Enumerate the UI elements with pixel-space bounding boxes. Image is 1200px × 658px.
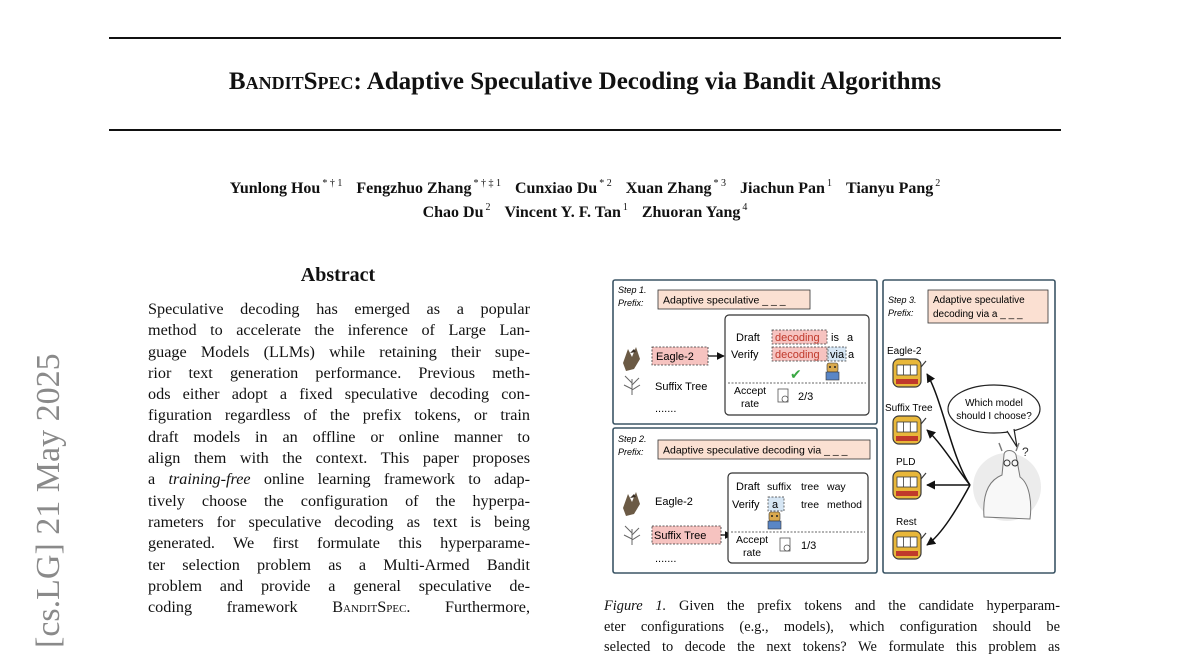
robot-icon: [768, 512, 781, 529]
abstract-line: rameters for speculative decoding as text is being: [148, 512, 530, 531]
title-rest: : Adaptive Speculative Decoding via Bandit Algorithms: [353, 68, 942, 95]
step1-accept-rate: 2/3: [798, 391, 814, 403]
step1-verify-token: via: [830, 349, 845, 361]
step1-label: Step 1.: [618, 285, 647, 295]
step2-verify-token: a: [772, 499, 779, 511]
step2-model-suffix: Suffix Tree: [654, 530, 707, 542]
abstract-line: a training-free online learning framework to adap-: [148, 470, 531, 489]
bubble-line2: should I choose?: [956, 411, 1032, 422]
step2-draft-token: tree: [801, 481, 820, 493]
top-rule: [109, 37, 1061, 39]
step1-draft-token: a: [847, 332, 854, 344]
step1-draft-token: decoding: [775, 332, 820, 344]
arxiv-stamp: [cs.LG] 21 May 2025: [30, 353, 67, 648]
step2-verify-label: Verify: [732, 499, 760, 511]
title-smallcaps: BanditSpec: [228, 68, 354, 95]
abstract-line: ods either adopt a fixed speculative decoding con-: [148, 385, 530, 404]
authors-line-2: [109, 202, 1061, 222]
step2-model-more: .......: [655, 553, 677, 565]
step1-verify-label: Verify: [731, 349, 759, 361]
step1-draft-label: Draft: [736, 332, 760, 344]
arm-label-pld: PLD: [896, 457, 916, 468]
author: Fengzhuo Zhang $^{* \dagger \ddagger 1}$: [356, 178, 501, 197]
step1-draft-token: is: [831, 332, 839, 344]
step3-prefix-line2: decoding via a _ _ _: [933, 309, 1023, 320]
step3-prefix-line1: Adaptive speculative: [933, 295, 1025, 306]
abstract-line: align them with the context. This paper proposes: [148, 449, 530, 468]
step1-verify-token: a: [848, 349, 855, 361]
step2-verify-token: method: [827, 499, 863, 511]
caption-line: eter configurations (e.g., models), which configuration should be: [604, 618, 1060, 635]
step3-label: Step 3.: [888, 295, 917, 305]
abstract-line: guage Models (LLMs) while retaining their supe-: [148, 342, 530, 361]
abstract-line: draft models in an offline or online manner to: [148, 427, 530, 446]
figure-caption: [604, 596, 1060, 658]
abstract-line: figuration regardless of the prefix tokens, or train: [148, 406, 530, 425]
robot-icon: [826, 363, 839, 380]
abstract-line: problem and provide a general speculative de-: [148, 576, 530, 595]
step2-model-eagle: Eagle-2: [655, 496, 693, 508]
step2-prefix: Adaptive speculative decoding via _ _ _: [663, 444, 848, 457]
arm-label-rest: Rest: [896, 517, 917, 528]
caption-line: Figure 1. Given the prefix tokens and the candidate hyperparam-: [604, 598, 1061, 614]
paper-title: [109, 68, 1061, 96]
emphasis-training-free: training-free: [168, 470, 251, 489]
abstract-line: generated. We first formulate this hyperparame-: [148, 534, 530, 553]
caption-line: selected to decode the next tokens? We formulate this problem as: [604, 639, 1060, 655]
step1-rate-label: rate: [741, 398, 760, 410]
bottom-rule: [109, 129, 1061, 131]
author: Tianyu Pang $^2$: [845, 178, 941, 197]
arm-label-eagle: Eagle-2: [887, 346, 922, 357]
abstract-body: [148, 299, 530, 618]
abstract-line: Speculative decoding has emerged as a popular: [148, 300, 530, 318]
abstract-line: tively choose the configuration of the hyperpa-: [148, 491, 530, 510]
step1-prefix-label: Prefix:: [618, 298, 644, 308]
step1-accept-label: Accept: [734, 385, 767, 397]
step1-model-suffix: Suffix Tree: [655, 381, 708, 393]
abstract-line: method to accelerate the inference of Large Lan-: [148, 321, 530, 340]
document-icon: [778, 389, 788, 402]
slot-machine-icon: [893, 471, 926, 499]
slot-machine-icon: [893, 359, 926, 387]
author: Cunxiao Du $^{* 2}$: [514, 178, 612, 197]
bubble-line1: Which model: [965, 398, 1023, 409]
step2-accept-label: Accept: [736, 534, 769, 546]
slot-machine-icon: [893, 531, 926, 559]
step1-verify-token: decoding: [775, 349, 820, 361]
document-icon: [780, 538, 790, 551]
abstract-heading: Abstract: [300, 264, 376, 286]
step1-model-eagle: Eagle-2: [656, 351, 694, 363]
step1-prefix: Adaptive speculative _ _ _: [663, 294, 786, 307]
author: Xuan Zhang $^{* 3}$: [625, 178, 727, 197]
step2-rate-label: rate: [743, 547, 762, 559]
author: Zhuoran Yang $^4$: [641, 202, 748, 221]
author: Vincent Y. F. Tan $^1$: [504, 202, 628, 221]
slot-machine-icon: [893, 416, 926, 444]
step2-draft-token: suffix: [767, 481, 792, 493]
abstract-line: ter selection problem as a Multi-Armed Bandit: [148, 555, 530, 574]
author: Chao Du $^2$: [422, 202, 491, 221]
author: Jiachun Pan $^1$: [740, 178, 832, 197]
arm-label-suffix: Suffix Tree: [885, 403, 933, 414]
svg-text:?: ?: [1022, 445, 1029, 459]
caption-label: Figure 1.: [604, 598, 667, 614]
step3-prefix-label: Prefix:: [888, 308, 914, 318]
step2-label: Step 2.: [618, 434, 647, 444]
figure-1: [612, 279, 1056, 575]
check-icon: ✔: [790, 366, 802, 382]
step2-draft-label: Draft: [736, 481, 760, 493]
step2-draft-token: way: [827, 481, 846, 493]
author: Yunlong Hou $^{* \dagger 1}$: [229, 178, 343, 197]
abstract-line: coding framework BanditSpec. Furthermore,: [148, 598, 530, 617]
abstract-line: rior text generation performance. Previous meth-: [148, 363, 530, 382]
step2-verify-token: tree: [801, 499, 820, 511]
step1-model-more: .......: [655, 403, 677, 415]
step2-accept-rate: 1/3: [801, 540, 817, 552]
step2-prefix-label: Prefix:: [618, 447, 644, 457]
authors-line-1: [109, 178, 1061, 198]
